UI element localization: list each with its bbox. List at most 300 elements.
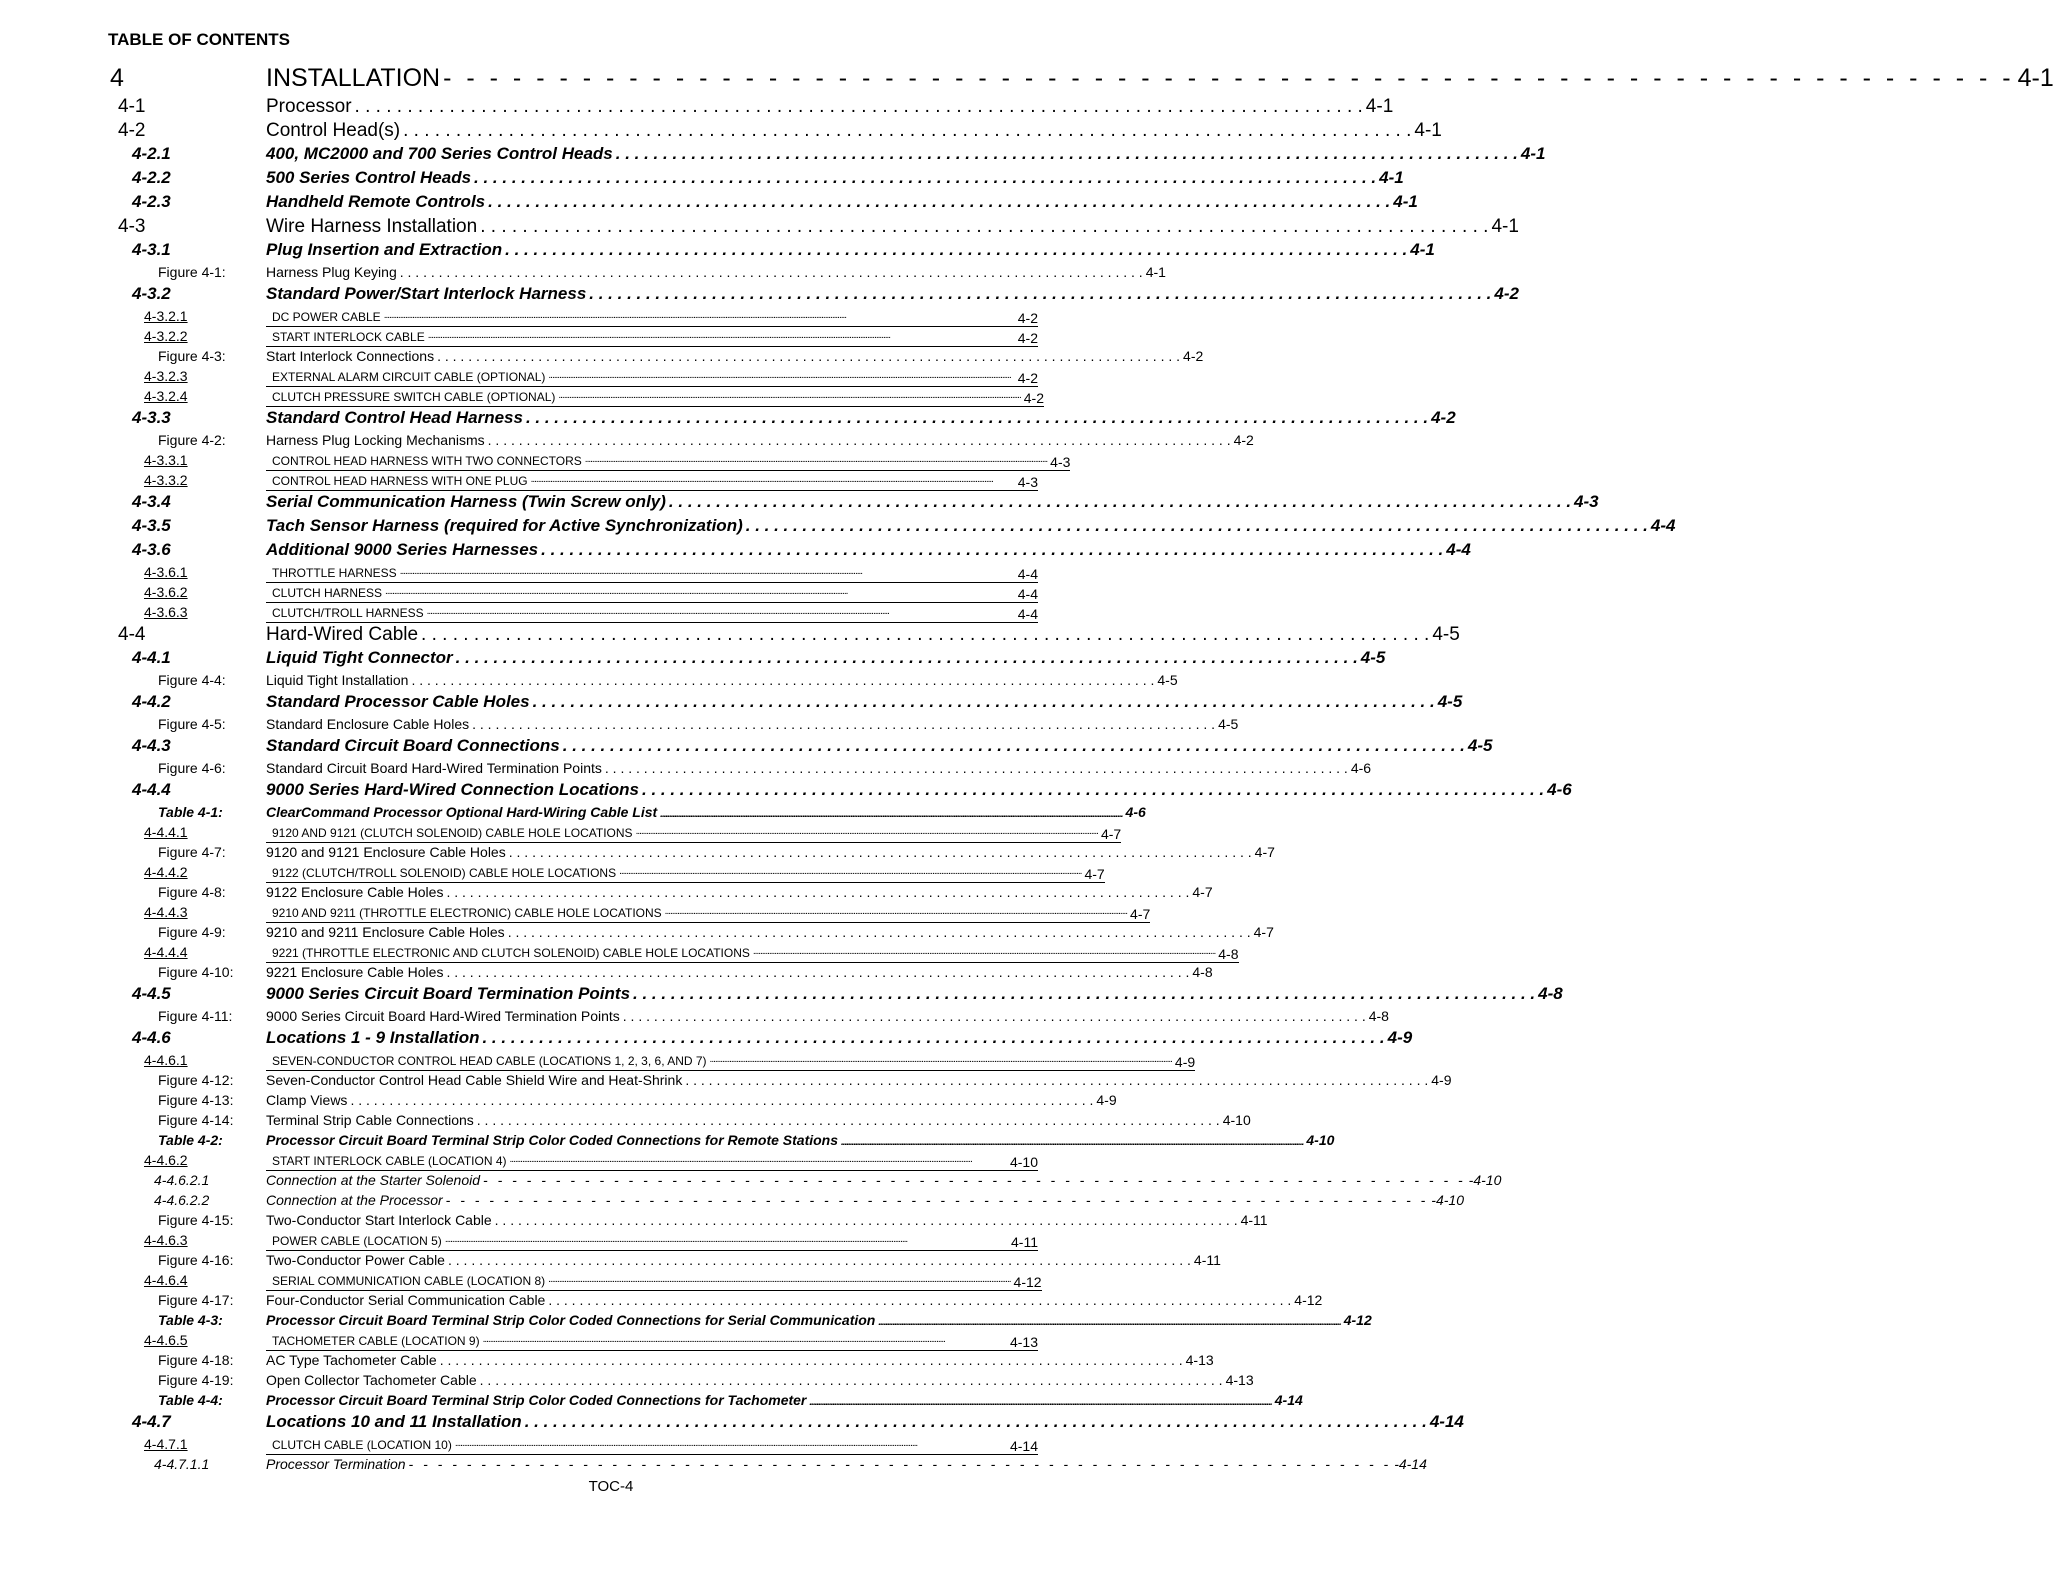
toc-entry-number: 4-4.4.4	[144, 944, 188, 960]
toc-leader: . . . . . . . . . . . . . . . . . . . . . . . . . . . . . . . . . . . . . . . . . . . . . . . . . . . . . . . . . . . . . . . . . . . . . . . . . . . . . . . . . . . . . . . . . . . . . . . .	[525, 408, 1429, 427]
toc-entry[interactable]	[110, 564, 1038, 584]
toc-entry-title: SERIAL COMMUNICATION CABLE (LOCATION 8)	[272, 1274, 546, 1288]
toc-entry-page: 4-9	[1096, 1092, 1117, 1108]
toc-entry[interactable]	[110, 1352, 1214, 1372]
toc-entry-page: 4-14	[1274, 1392, 1303, 1408]
toc-entry[interactable]	[110, 844, 1275, 864]
toc-leader: . . . . . . . . . . . . . . . . . . . . . . . . . . . . . . . . . . . . . . . . . . . . . . . . . . . . . . . . . . . . . . . . . . . . . . . . . . . . . . . . . . . . . . . . . . . . . . . .	[350, 1092, 1094, 1108]
toc-leader: . . . . . . . . . . . . . . . . . . . . . . . . . . . . . . . . . . . . . . . . . . . . . . . . . . . . . . . . . . . . . . . . . . . . . . . . . . . . . . . . . . . . . . . . . . . . . . . .	[541, 540, 1444, 559]
toc-entry-title: Standard Circuit Board Connections	[266, 736, 560, 755]
toc-entry-title: Tach Sensor Harness (required for Active Synchronization)	[266, 516, 743, 535]
toc-entry-body	[266, 454, 1070, 471]
toc-entry[interactable]	[110, 144, 1546, 168]
toc-entry-title: INSTALLATION	[266, 64, 441, 92]
toc-entry-number: 4-3.1	[132, 240, 171, 259]
toc-entry-page: 4-13	[1185, 1352, 1214, 1368]
toc-entry[interactable]	[110, 864, 1105, 884]
toc-entry-number: 4-4.6.2.1	[154, 1172, 210, 1188]
toc-entry-title: Connection at the Starter Solenoid	[266, 1172, 481, 1188]
toc-entry-title: AC Type Tachometer Cable	[266, 1352, 437, 1368]
toc-entry-title: Processor Circuit Board Terminal Strip Color Coded Connections for Tachometer	[266, 1392, 807, 1408]
toc-entry-title: 9000 Series Circuit Board Hard-Wired Termination Points	[266, 1008, 620, 1024]
toc-entry-body	[266, 906, 1150, 923]
toc-entry-number: Figure 4-13:	[158, 1092, 234, 1108]
toc-entry-number: Figure 4-14:	[158, 1112, 234, 1128]
toc-entry-body	[266, 606, 1038, 623]
toc-entry[interactable]	[110, 1436, 1038, 1456]
toc-entry-title: ClearCommand Processor Optional Hard-Wiring Cable List	[266, 804, 658, 820]
toc-entry[interactable]	[110, 1008, 1389, 1028]
toc-entry-title: Start Interlock Connections	[266, 348, 435, 364]
toc-entry-body	[266, 310, 1038, 327]
toc-leader: ....................................................................................................................................................................................................................................................................	[558, 390, 1021, 401]
toc-entry-title: 9000 Series Circuit Board Termination Points	[266, 984, 631, 1003]
toc-entry-number: 4-3.6.2	[144, 584, 188, 600]
toc-leader: ....................................................................................................................................................................................................................................................................	[660, 809, 1123, 820]
toc-entry[interactable]	[110, 216, 1519, 240]
toc-entry-number: 4-4.6.3	[144, 1232, 188, 1248]
toc-entry-title: Processor Termination	[266, 1456, 406, 1472]
toc-leader: . . . . . . . . . . . . . . . . . . . . . . . . . . . . . . . . . . . . . . . . . . . . . . . . . . . . . . . . . . . . . . . . . . . . . . . . . . . . . . . . . . . . . . . . . . . . . . . .	[508, 844, 1252, 860]
toc-entry[interactable]	[110, 1172, 1502, 1192]
toc-entry-page: 4-1	[1393, 192, 1418, 211]
toc-entry-title: CLUTCH PRESSURE SWITCH CABLE (OPTIONAL)	[272, 390, 556, 404]
toc-entry-page: -4-10	[1468, 1172, 1502, 1188]
toc-entry-number: Table 4-4:	[158, 1392, 223, 1408]
toc-entry-number: 4-4.1	[132, 648, 171, 667]
toc-leader: ....................................................................................................................................................................................................................................................................	[426, 606, 889, 617]
toc-leader: ....................................................................................................................................................................................................................................................................	[383, 310, 847, 321]
toc-entry-title: Locations 1 - 9 Installation	[266, 1028, 480, 1047]
toc-entry-title: 9122 (CLUTCH/TROLL SOLENOID) CABLE HOLE LOCATIONS	[272, 866, 617, 880]
toc-entry[interactable]	[110, 168, 1404, 192]
toc-entry-page: 4-2	[1233, 432, 1254, 448]
toc-entry-title: 500 Series Control Heads	[266, 168, 472, 187]
toc-entry[interactable]	[110, 964, 1213, 984]
toc-entry-number: 4-3	[118, 216, 146, 237]
toc-entry[interactable]	[110, 308, 1038, 328]
toc-entry[interactable]	[110, 1152, 1038, 1172]
toc-entry-number: 4-3.2.2	[144, 328, 188, 344]
toc-leader: . . . . . . . . . . . . . . . . . . . . . . . . . . . . . . . . . . . . . . . . . . . . . . . . . . . . . . . . . . . . . . . . . . . . . . . . . . . . . . . . . . . . . . . . . . . . . . . .	[668, 492, 1572, 511]
toc-entry-number: 4-3.4	[132, 492, 171, 511]
toc-leader: . . . . . . . . . . . . . . . . . . . . . . . . . . . . . . . . . . . . . . . . . . . . . . . . . . . . . . . . . . . . . . . . . . . . . . . . . . . . . . . . . . . . . . . . . . . . . . . .	[476, 1112, 1220, 1128]
toc-entry-title: Wire Harness Installation	[266, 216, 478, 237]
toc-entry-page: 4-7	[1084, 866, 1105, 882]
toc-entry-title: Harness Plug Keying	[266, 264, 397, 280]
toc-entry-number: 4-4.2	[132, 692, 171, 711]
toc-entry-page: 4-4	[1650, 516, 1676, 535]
toc-leader: . . . . . . . . . . . . . . . . . . . . . . . . . . . . . . . . . . . . . . . . . . . . . . . . . . . . . . . . . . . . . . . . . . . . . . . . . . . . . . . . . . . . . . . . . . . . . . . .	[589, 284, 1492, 303]
toc-leader: . . . . . . . . . . . . . . . . . . . . . . . . . . . . . . . . . . . . . . . . . . . . . . . . . . . . . . . . . . . . . . . . . . . . . . . . . . . . . . . . . . . . . . . . . . . . . . . .	[685, 1072, 1429, 1088]
toc-entry[interactable]	[110, 1312, 1372, 1332]
toc-leader: . . . . . . . . . . . . . . . . . . . . . . . . . . . . . . . . . . . . . . . . . . . . . . . . . . . . . . . . . . . . . . . . . . . . . . . . . . . . . . . . . . . . . . . . . . . . . . . .	[446, 884, 1190, 900]
toc-entry[interactable]	[110, 924, 1274, 944]
toc-entry-number: 4	[110, 64, 124, 92]
toc-leader: . . . . . . . . . . . . . . . . . . . . . . . . . . . . . . . . . . . . . . . . . . . . . . . . . . . . . . . . . . . . . . . . . . . . . . . . . . . . . . . . . . . . . . . . . . . . . . . .	[455, 648, 1358, 667]
toc-leader: . . . . . . . . . . . . . . . . . . . . . . . . . . . . . . . . . . . . . . . . . . . . . . . . . . . . . . . . . . . . . . . . . . . . . . . . . . . . . . . . . . . . . . . . . . . . . . . .	[437, 348, 1181, 364]
toc-entry-body	[266, 390, 1044, 407]
toc-entry-number: 4-2.1	[132, 144, 171, 163]
toc-entry-number: 4-4.6.4	[144, 1272, 188, 1288]
toc-leader: ....................................................................................................................................................................................................................................................................	[530, 474, 993, 485]
toc-entry-number: Figure 4-3:	[158, 348, 226, 364]
toc-leader: . . . . . . . . . . . . . . . . . . . . . . . . . . . . . . . . . . . . . . . . . . . . . . . . . . . . . . . . . . . . . . . . . . . . . . . . . . . . . . . . . . . . . . . . . . . . . . . .	[622, 1008, 1366, 1024]
toc-entry[interactable]	[110, 672, 1178, 692]
toc-entry[interactable]	[110, 1112, 1251, 1132]
toc-entry-number: Figure 4-8:	[158, 884, 226, 900]
toc-entry[interactable]	[110, 192, 1418, 216]
toc-leader: . . . . . . . . . . . . . . . . . . . . . . . . . . . . . . . . . . . . . . . . . . . . . . . . . . . . . . . . . . . . . . . . . . . . . . . . . . . . . . . . . . . . . . . . . . . . . . . .	[421, 624, 1430, 645]
toc-entry-page: 4-7	[1100, 826, 1122, 842]
toc-entry-number: 4-4.7.1	[144, 1436, 188, 1452]
toc-entry-body	[266, 370, 1038, 387]
toc-entry-number: Figure 4-17:	[158, 1292, 234, 1308]
toc-entry-title: START INTERLOCK CABLE (LOCATION 4)	[272, 1154, 507, 1168]
toc-leader: - - - - - - - - - - - - - - - - - - - - - - - - - - - - - - - - - - - - - - - - - - - - - - - - - - - - - - - - - - - - - - - - - - - -	[483, 1172, 1466, 1188]
toc-entry-title: 9221 Enclosure Cable Holes	[266, 964, 444, 980]
toc-entry-number: Figure 4-15:	[158, 1212, 234, 1228]
toc-leader: . . . . . . . . . . . . . . . . . . . . . . . . . . . . . . . . . . . . . . . . . . . . . . . . . . . . . . . . . . . . . . . . . . . . . . . . . . . . . . . . . . . . . . . . . . . . . . . .	[487, 432, 1231, 448]
toc-leader: ....................................................................................................................................................................................................................................................................	[635, 826, 1098, 837]
toc-entry[interactable]	[110, 648, 1386, 672]
toc-entry-number: 4-2.3	[132, 192, 171, 211]
toc-entry-title: Two-Conductor Start Interlock Cable	[266, 1212, 492, 1228]
toc-entry-title: Processor Circuit Board Terminal Strip Color Coded Connections for Serial Communication	[266, 1312, 876, 1328]
toc-entry-title: 9210 AND 9211 (THROTTLE ELECTRONIC) CABLE HOLE LOCATIONS	[272, 906, 662, 920]
toc-entry-title: Handheld Remote Controls	[266, 192, 486, 211]
toc-entry-page: 4-10	[1222, 1112, 1251, 1128]
toc-entry-title: Four-Conductor Serial Communication Cable	[266, 1292, 546, 1308]
toc-entry[interactable]	[110, 1092, 1117, 1112]
toc-entry-title: Open Collector Tachometer Cable	[266, 1372, 477, 1388]
toc-entry-page: 4-11	[1240, 1212, 1268, 1228]
toc-leader: . . . . . . . . . . . . . . . . . . . . . . . . . . . . . . . . . . . . . . . . . . . . . . . . . . . . . . . . . . . . . . . . . . . . . . . . . . . . . . . . . . . . . . . . . . . . . . . .	[446, 964, 1190, 980]
toc-entry[interactable]	[110, 944, 1239, 964]
toc-entry-number: 4-2	[118, 120, 146, 141]
toc-entry-title: Liquid Tight Connector	[266, 648, 453, 667]
toc-entry-page: 4-7	[1130, 906, 1151, 922]
toc-entry-title: 9120 and 9121 Enclosure Cable Holes	[266, 844, 506, 860]
toc-entry-page: 4-3	[1574, 492, 1599, 511]
toc-entry-page: 4-5	[1437, 692, 1463, 711]
toc-entry-body	[266, 1438, 1038, 1455]
toc-leader: . . . . . . . . . . . . . . . . . . . . . . . . . . . . . . . . . . . . . . . . . . . . . . . . . . . . . . . . . . . . . . . . . . . . . . . . . . . . . . . . . . . . . . . . . . . . . . . .	[411, 672, 1155, 688]
toc-leader: ....................................................................................................................................................................................................................................................................	[548, 370, 1011, 381]
toc-leader: . . . . . . . . . . . . . . . . . . . . . . . . . . . . . . . . . . . . . . . . . . . . . . . . . . . . . . . . . . . . . . . . . . . . . . . . . . . . . . . . . . . . . . . . . . . . . . . .	[447, 1252, 1191, 1268]
toc-entry-page: 4-2	[1017, 310, 1038, 326]
toc-entry-number: Figure 4-7:	[158, 844, 226, 860]
toc-leader: - - - - - - - - - - - - - - - - - - - - - - - - - - - - - - - - - - - - - - - - - - - - - - - - - - - - - - - - - - - - - - - - - - - -	[408, 1456, 1392, 1472]
toc-entry[interactable]	[110, 1272, 1042, 1292]
toc-leader: . . . . . . . . . . . . . . . . . . . . . . . . . . . . . . . . . . . . . . . . . . . . . . . . . . . . . . . . . . . . . . . . . . . . . . . . . . . . . . . . . . . . . . . . . . . . . . . .	[494, 1212, 1238, 1228]
toc-entry-page: 4-1	[1365, 96, 1394, 117]
toc-entry-body	[266, 1054, 1195, 1071]
toc-leader: . . . . . . . . . . . . . . . . . . . . . . . . . . . . . . . . . . . . . . . . . . . . . . . . . . . . . . . . . . . . . . . . . . . . . . . . . . . . . . . . . . . . . . . . . . . . . . . .	[480, 216, 1489, 237]
toc-entry-page: -4-10	[1431, 1192, 1464, 1208]
toc-entry-number: 4-4.7.1.1	[154, 1456, 210, 1472]
toc-leader: ....................................................................................................................................................................................................................................................................	[878, 1317, 1341, 1328]
toc-leader: ....................................................................................................................................................................................................................................................................	[509, 1154, 972, 1165]
toc-entry-number: 4-3.6.1	[144, 564, 188, 580]
toc-leader: . . . . . . . . . . . . . . . . . . . . . . . . . . . . . . . . . . . . . . . . . . . . . . . . . . . . . . . . . . . . . . . . . . . . . . . . . . . . . . . . . . . . . . . . . . . . . . . .	[532, 692, 1435, 711]
toc-entry-number: Figure 4-4:	[158, 672, 226, 688]
toc-entry[interactable]	[110, 984, 1563, 1008]
toc-entry-page: 4-13	[1225, 1372, 1254, 1388]
toc-entry-title: Harness Plug Locking Mechanisms	[266, 432, 485, 448]
toc-entry[interactable]	[110, 1232, 1038, 1252]
toc-leader: ....................................................................................................................................................................................................................................................................	[482, 1334, 945, 1345]
toc-entry-body	[266, 866, 1105, 883]
toc-entry-page: 4-7	[1192, 884, 1213, 900]
toc-entry-page: 4-1	[1414, 120, 1442, 141]
toc-entry-page: 4-2	[1183, 348, 1204, 364]
toc-entry[interactable]	[110, 492, 1599, 516]
toc-entry[interactable]	[110, 1072, 1452, 1092]
toc-entry-number: 4-4.4.2	[144, 864, 188, 880]
toc-leader: ....................................................................................................................................................................................................................................................................	[752, 946, 1216, 957]
toc-entry[interactable]	[110, 348, 1204, 368]
toc-entry[interactable]	[110, 1028, 1413, 1052]
toc-leader: ....................................................................................................................................................................................................................................................................	[444, 1234, 908, 1245]
toc-entry[interactable]	[110, 1456, 1427, 1476]
toc-leader: ....................................................................................................................................................................................................................................................................	[584, 454, 1048, 465]
toc-entry[interactable]	[110, 760, 1372, 780]
toc-entry[interactable]	[110, 1132, 1335, 1152]
toc-entry-number: 4-3.3	[132, 408, 171, 427]
toc-leader: ....................................................................................................................................................................................................................................................................	[709, 1054, 1172, 1065]
toc-entry[interactable]	[110, 584, 1038, 604]
toc-entry[interactable]	[110, 432, 1254, 452]
toc-entry-body	[266, 946, 1239, 963]
toc-entry-page: 4-7	[1254, 844, 1275, 860]
toc-entry-title: Clamp Views	[266, 1092, 348, 1108]
toc-leader: . . . . . . . . . . . . . . . . . . . . . . . . . . . . . . . . . . . . . . . . . . . . . . . . . . . . . . . . . . . . . . . . . . . . . . . . . . . . . . . . . . . . . . . . . . . . . . . .	[474, 168, 1377, 187]
toc-entry-page: 4-11	[1193, 1252, 1221, 1268]
toc-entry-page: 4-3	[1017, 474, 1038, 490]
toc-entry[interactable]	[110, 1392, 1303, 1412]
toc-entry-page: 4-4	[1017, 566, 1038, 582]
toc-entry-title: Additional 9000 Series Harnesses	[266, 540, 539, 559]
toc-entry-number: Figure 4-1:	[158, 264, 226, 280]
toc-entry-title: Standard Power/Start Interlock Harness	[266, 284, 587, 303]
page-footer: TOC-4	[588, 1478, 634, 1495]
toc-entry-page: 4-5	[1218, 716, 1239, 732]
toc-entry[interactable]	[110, 1052, 1196, 1072]
toc-entry-page: 4-9	[1174, 1054, 1196, 1070]
toc-entry-number: 4-4	[118, 624, 146, 645]
toc-entry-body	[266, 826, 1121, 843]
toc-leader: . . . . . . . . . . . . . . . . . . . . . . . . . . . . . . . . . . . . . . . . . . . . . . . . . . . . . . . . . . . . . . . . . . . . . . . . . . . . . . . . . . . . . . . . . . . . . . . .	[642, 780, 1545, 799]
toc-entry-number: Figure 4-11:	[158, 1008, 233, 1024]
toc-entry-page: -4-14	[1394, 1456, 1427, 1472]
toc-entry-title: POWER CABLE (LOCATION 5)	[272, 1234, 442, 1248]
toc-entry[interactable]	[110, 624, 1460, 648]
toc-entry[interactable]	[110, 604, 1038, 624]
toc-entry-title: Standard Control Head Harness	[266, 408, 523, 427]
toc-entry-page: 4-9	[1387, 1028, 1413, 1047]
toc-entry-page: 4-6	[1125, 804, 1146, 820]
toc-entry-page: 4-10	[1009, 1154, 1038, 1170]
toc-entry[interactable]	[110, 804, 1146, 824]
toc-entry-title: EXTERNAL ALARM CIRCUIT CABLE (OPTIONAL)	[272, 370, 546, 384]
toc-entry-title: Connection at the Processor	[266, 1192, 443, 1208]
toc-entry-title: START INTERLOCK CABLE	[272, 330, 425, 344]
toc-leader: . . . . . . . . . . . . . . . . . . . . . . . . . . . . . . . . . . . . . . . . . . . . . . . . . . . . . . . . . . . . . . . . . . . . . . . . . . . . . . . . . . . . . . . . . . . . . . . .	[524, 1412, 1427, 1431]
toc-leader: . . . . . . . . . . . . . . . . . . . . . . . . . . . . . . . . . . . . . . . . . . . . . . . . . . . . . . . . . . . . . . . . . . . . . . . . . . . . . . . . . . . . . . . . . . . . . . . .	[439, 1352, 1183, 1368]
toc-entry-title: Control Head(s)	[266, 120, 401, 141]
toc-entry[interactable]	[110, 692, 1463, 716]
toc-entry-page: 4-5	[1432, 624, 1460, 645]
toc-entry-number: 4-4.6.1	[144, 1052, 188, 1068]
toc-leader: . . . . . . . . . . . . . . . . . . . . . . . . . . . . . . . . . . . . . . . . . . . . . . . . . . . . . . . . . . . . . . . . . . . . . . . . . . . . . . . . . . . . . . . . . . . . . . . .	[745, 516, 1648, 535]
toc-entry-title: 9120 AND 9121 (CLUTCH SOLENOID) CABLE HOLE LOCATIONS	[272, 826, 633, 840]
toc-entry-title: Standard Enclosure Cable Holes	[266, 716, 470, 732]
toc-entry-number: 4-4.6.2	[144, 1152, 188, 1168]
toc-entry[interactable]	[110, 540, 1471, 564]
toc-entry[interactable]	[110, 1192, 1464, 1212]
toc-entry-number: Table 4-2:	[158, 1132, 223, 1148]
toc-entry-page: 4-6	[1547, 780, 1572, 799]
toc-entry-title: SEVEN-CONDUCTOR CONTROL HEAD CABLE (LOCATIONS 1, 2, 3, 6, AND 7)	[272, 1054, 707, 1068]
toc-entry[interactable]	[110, 1212, 1268, 1232]
toc-entry-number: Table 4-3:	[158, 1312, 223, 1328]
toc-entry-page: 4-8	[1368, 1008, 1389, 1024]
toc-entry[interactable]	[110, 1332, 1038, 1352]
toc-entry[interactable]	[110, 780, 1572, 804]
toc-entry-title: TACHOMETER CABLE (LOCATION 9)	[272, 1334, 480, 1348]
toc-entry-page: 4-8	[1192, 964, 1213, 980]
toc-entry-number: 4-3.2.4	[144, 388, 188, 404]
toc-entry-title: 9221 (THROTTLE ELECTRONIC AND CLUTCH SOLENOID) CABLE HOLE LOCATIONS	[272, 946, 750, 960]
toc-entry-page: 4-8	[1538, 984, 1563, 1003]
toc-entry-number: 4-3.6	[132, 540, 171, 559]
toc-entry[interactable]	[110, 264, 1166, 284]
toc-entry-body	[266, 566, 1038, 583]
toc-leader: . . . . . . . . . . . . . . . . . . . . . . . . . . . . . . . . . . . . . . . . . . . . . . . . . . . . . . . . . . . . . . . . . . . . . . . . . . . . . . . . . . . . . . . . . . . . . . . .	[548, 1292, 1292, 1308]
toc-entry-page: 4-8	[1218, 946, 1239, 962]
toc-entry-number: 4-2.2	[132, 168, 171, 187]
toc-entry[interactable]	[110, 388, 1044, 408]
toc-entry-page: 4-2	[1017, 370, 1038, 386]
toc-leader: ....................................................................................................................................................................................................................................................................	[619, 866, 1082, 877]
toc-entry-page: 4-13	[1009, 1334, 1038, 1350]
toc-entry-number: Figure 4-6:	[158, 760, 226, 776]
toc-entry-page: 4-11	[1011, 1234, 1038, 1250]
toc-entry-body	[266, 474, 1038, 491]
toc-entry-number: Figure 4-9:	[158, 924, 226, 940]
toc-entry[interactable]	[110, 736, 1493, 760]
toc-entry[interactable]	[110, 328, 1038, 348]
toc-entry-body	[266, 586, 1038, 603]
toc-entry-number: Figure 4-12:	[158, 1072, 234, 1088]
toc-entry[interactable]	[110, 408, 1456, 432]
toc-entry[interactable]	[110, 284, 1519, 308]
toc-entry[interactable]	[110, 120, 1442, 144]
toc-entry-number: Figure 4-10:	[158, 964, 234, 980]
toc-entry-number: Figure 4-16:	[158, 1252, 234, 1268]
toc-leader: ....................................................................................................................................................................................................................................................................	[548, 1274, 1011, 1285]
toc-entry[interactable]	[110, 904, 1151, 924]
toc-leader: . . . . . . . . . . . . . . . . . . . . . . . . . . . . . . . . . . . . . . . . . . . . . . . . . . . . . . . . . . . . . . . . . . . . . . . . . . . . . . . . . . . . . . . . . . . . . . . .	[505, 240, 1408, 259]
toc-entry-number: 4-4.6.5	[144, 1332, 188, 1348]
toc-entry[interactable]	[110, 1292, 1323, 1312]
toc-entry-number: Table 4-1:	[158, 804, 223, 820]
toc-entry[interactable]	[110, 368, 1038, 388]
toc-entry-page: 4-14	[1009, 1438, 1038, 1454]
toc-entry-title: Locations 10 and 11 Installation	[266, 1412, 522, 1431]
toc-entry-number: Figure 4-2:	[158, 432, 226, 448]
toc-entry[interactable]	[110, 452, 1071, 472]
toc-entry-body	[266, 1154, 1038, 1171]
toc-entry-page: 4-2	[1023, 390, 1044, 406]
toc-entry-body	[266, 1334, 1038, 1351]
toc-entry-number: 4-3.3.1	[144, 452, 188, 468]
toc-entry-title: CONTROL HEAD HARNESS WITH TWO CONNECTORS	[272, 454, 582, 468]
toc-entry-title: CLUTCH HARNESS	[272, 586, 383, 600]
toc-leader: - - - - - - - - - - - - - - - - - - - - - - - - - - - - - - - - - - - - - - - - - - - - - - - - - - - - - - - - - - - - - - - - - - - -	[445, 1192, 1429, 1208]
toc-heading: TABLE OF CONTENTS	[108, 30, 290, 49]
toc-entry-title: Terminal Strip Cable Connections	[266, 1112, 474, 1128]
toc-entry-number: Figure 4-18:	[158, 1352, 234, 1368]
toc-entry-page: 4-6	[1350, 760, 1372, 776]
toc-leader: . . . . . . . . . . . . . . . . . . . . . . . . . . . . . . . . . . . . . . . . . . . . . . . . . . . . . . . . . . . . . . . . . . . . . . . . . . . . . . . . . . . . . . . . . . . . . . . .	[604, 760, 1348, 776]
toc-entry-number: 4-3.2.1	[144, 308, 188, 324]
toc-entry-page: 4-2	[1431, 408, 1456, 427]
toc-entry-page: 4-2	[1017, 330, 1038, 346]
toc-leader: ....................................................................................................................................................................................................................................................................	[809, 1397, 1272, 1408]
toc-entry[interactable]	[110, 716, 1239, 736]
toc-entry-page: 4-4	[1017, 606, 1038, 622]
toc-entry-page: 4-2	[1494, 284, 1519, 303]
toc-entry-number: 4-3.3.2	[144, 472, 188, 488]
toc-entry-number: 4-4.7	[132, 1412, 171, 1431]
toc-leader: . . . . . . . . . . . . . . . . . . . . . . . . . . . . . . . . . . . . . . . . . . . . . . . . . . . . . . . . . . . . . . . . . . . . . . . . . . . . . . . . . . . . . . . . . . . . . . . .	[562, 736, 1465, 755]
toc-entry-title: Seven-Conductor Control Head Cable Shield Wire and Heat-Shrink	[266, 1072, 683, 1088]
toc-entry[interactable]	[110, 472, 1038, 492]
toc-leader: . . . . . . . . . . . . . . . . . . . . . . . . . . . . . . . . . . . . . . . . . . . . . . . . . . . . . . . . . . . . . . . . . . . . . . . . . . . . . . . . . . . . . . . . . . . . . . . .	[507, 924, 1251, 940]
toc-entry-number: 4-3.5	[132, 516, 171, 535]
toc-entry-number: Figure 4-5:	[158, 716, 226, 732]
toc-entry[interactable]	[110, 240, 1435, 264]
toc-entry-number: 4-1	[118, 96, 146, 117]
toc-entry-title: CLUTCH CABLE (LOCATION 10)	[272, 1438, 452, 1452]
toc-leader: . . . . . . . . . . . . . . . . . . . . . . . . . . . . . . . . . . . . . . . . . . . . . . . . . . . . . . . . . . . . . . . . . . . . . . . . . . . . . . . . . . . . . . . . . . . . . . . .	[399, 264, 1143, 280]
toc-entry-number: Figure 4-19:	[158, 1372, 234, 1388]
toc-entry[interactable]	[110, 824, 1122, 844]
toc-leader: ....................................................................................................................................................................................................................................................................	[841, 1137, 1304, 1148]
toc-entry-number: 4-4.4.1	[144, 824, 188, 840]
toc-entry[interactable]	[110, 64, 2054, 96]
toc-entry-number: 4-3.6.3	[144, 604, 188, 620]
toc-entry[interactable]	[110, 516, 1676, 540]
toc-entry-page: 4-5	[1467, 736, 1493, 755]
toc-entry[interactable]	[110, 1412, 1464, 1436]
toc-leader: - - - - - - - - - - - - - - - - - - - - - - - - - - - - - - - - - - - - - - - - - - - - - - - - - - - - - - - - - - - - - - - - - - - -	[443, 64, 2015, 92]
toc-entry-page: 4-12	[1343, 1312, 1372, 1328]
toc-entry-title: Liquid Tight Installation	[266, 672, 409, 688]
toc-entry[interactable]	[110, 1372, 1254, 1392]
toc-leader: . . . . . . . . . . . . . . . . . . . . . . . . . . . . . . . . . . . . . . . . . . . . . . . . . . . . . . . . . . . . . . . . . . . . . . . . . . . . . . . . . . . . . . . . . . . . . . . .	[354, 96, 1363, 117]
toc-entry-number: 4-4.5	[132, 984, 171, 1003]
toc-entry-page: 4-1	[1379, 168, 1404, 187]
toc-entry[interactable]	[110, 96, 1394, 120]
toc-entry[interactable]	[110, 1252, 1221, 1272]
toc-entry-title: Processor	[266, 96, 352, 117]
toc-entry-page: 4-4	[1017, 586, 1038, 602]
toc-entry[interactable]	[110, 884, 1213, 904]
toc-entry-page: 4-3	[1050, 454, 1071, 470]
